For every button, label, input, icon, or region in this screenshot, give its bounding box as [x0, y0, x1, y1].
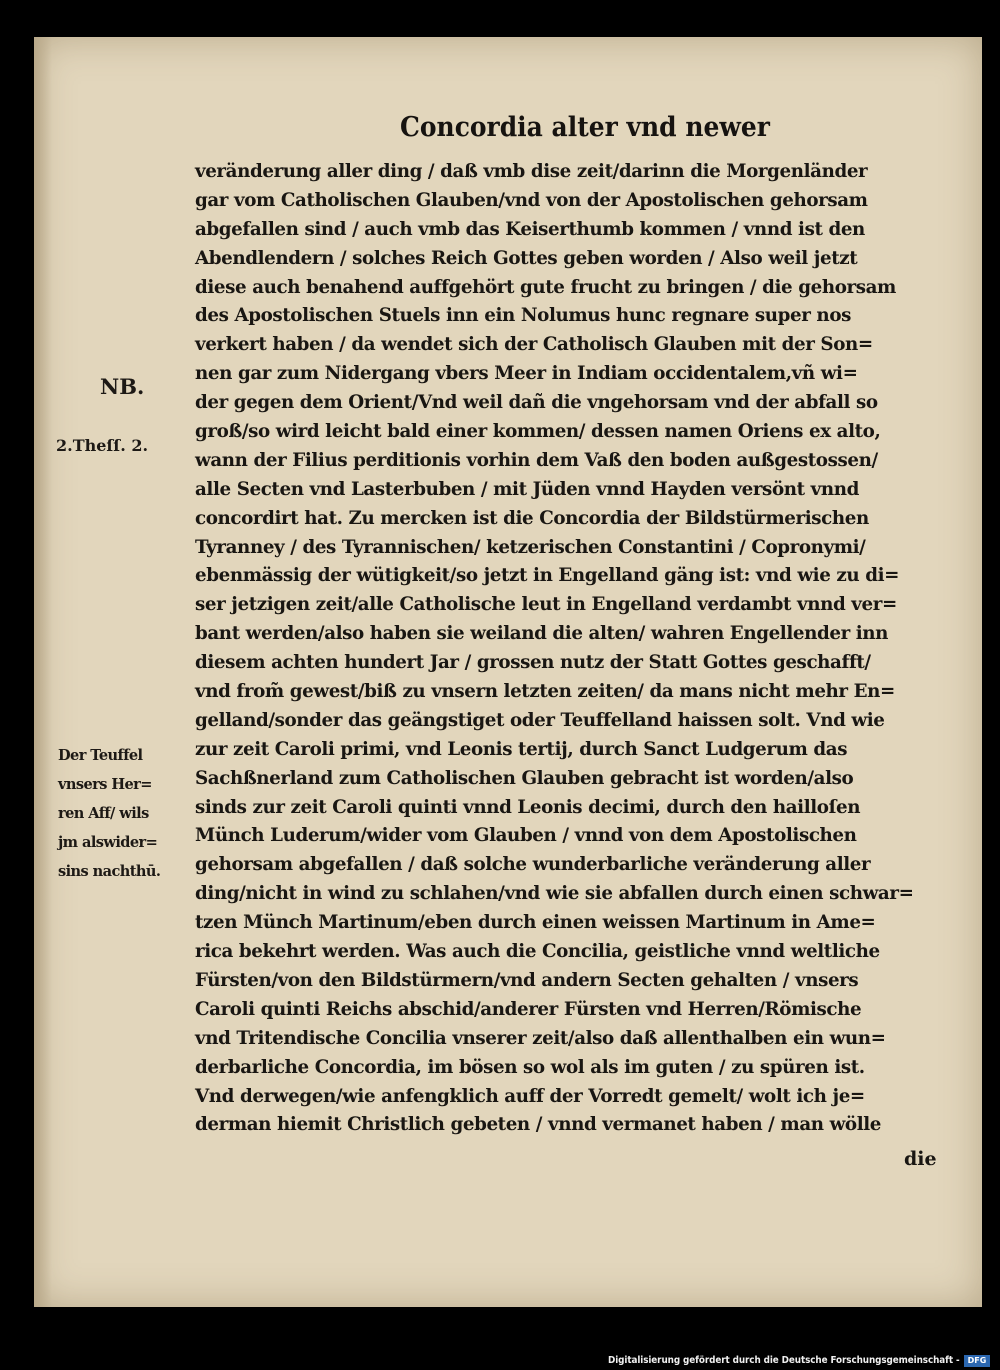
- text-line: Vnd derwegen/wie anfengklich auff der Vorredt gemelt/ wolt ich je=: [195, 1085, 865, 1107]
- text-line: verkert haben / da wendet sich der Catholisch Glauben mit der Son=: [195, 334, 873, 356]
- text-line: nen gar zum Nidergang vbers Meer in Indiam occidentalem,vñ wi=: [195, 363, 858, 385]
- text-line: zur zeit Caroli primi, vnd Leonis tertij, durch Sanct Ludgerum das: [195, 738, 848, 760]
- text-line: gar vom Catholischen Glauben/vnd von der Apostolischen gehorsam: [195, 189, 868, 211]
- text-line: ser jetzigen zeit/alle Catholische leut in Engelland verdambt vnnd ver=: [195, 594, 897, 616]
- text-line: alle Secten vnd Lasterbuben / mit Jüden vnnd Hayden versönt vnnd: [195, 478, 859, 500]
- text-line: Abendlendern / solches Reich Gottes geben worden / Also weil jetzt: [195, 247, 858, 269]
- text-line: der gegen dem Orient/Vnd weil dañ die vngehorsam vnd der abfall so: [195, 392, 878, 414]
- text-line: rica bekehrt werden. Was auch die Concilia, geistliche vnnd weltliche: [195, 941, 880, 963]
- funding-credit: Digitalisierung gefördert durch die Deutsche Forschungsgemeinschaft -: [608, 1355, 960, 1366]
- text-line: vnd from̃ gewest/biß zu vnsern letzten zeiten/ da mans nicht mehr En=: [195, 681, 895, 703]
- text-line: gehorsam abgefallen / daß solche wunderbarliche veränderung aller: [195, 854, 871, 876]
- catchword: die: [904, 1148, 937, 1170]
- margin-note-nb: NB.: [100, 374, 145, 399]
- margin-note-line: ren Aff/ wils: [58, 803, 149, 822]
- dfg-logo: DFG: [964, 1355, 990, 1367]
- text-line: Caroli quinti Reichs abschid/anderer Fürsten vnd Herren/Römische: [195, 998, 862, 1020]
- margin-note-line: vnsers Her=: [58, 774, 152, 793]
- body-text: [195, 158, 945, 1140]
- text-line: wann der Filius perditionis vorhin dem Vaß den boden außgestossen/: [195, 449, 878, 471]
- text-line: abgefallen sind / auch vmb das Keiserthumb kommen / vnnd ist den: [195, 218, 865, 240]
- margin-note-line: Der Teuffel: [58, 746, 143, 764]
- margin-note-line: jm alswider=: [58, 832, 158, 851]
- text-line: diese auch benahend auffgehört gute frucht zu bringen / die gehorsam: [195, 276, 896, 298]
- text-line: concordirt hat. Zu mercken ist die Concordia der Bildstürmerischen: [195, 507, 869, 529]
- margin-note-line: sins nachthū.: [58, 861, 161, 880]
- text-line: Münch Luderum/wider vom Glauben / vnnd von dem Apostolischen: [195, 825, 857, 847]
- text-line: bant werden/also haben sie weiland die alten/ wahren Engellender inn: [195, 623, 889, 645]
- text-line: des Apostolischen Stuels inn ein Nolumus hunc regnare super nos: [195, 305, 851, 327]
- margin-note-teuffel: [58, 741, 190, 885]
- text-line: ding/nicht in wind zu schlahen/vnd wie sie abfallen durch einen schwar=: [195, 883, 914, 905]
- text-line: sinds zur zeit Caroli quinti vnnd Leonis decimi, durch den hailloſen: [195, 796, 861, 818]
- text-line: derbarliche Concordia, im bösen so wol als im guten / zu spüren ist.: [195, 1056, 865, 1078]
- text-line: diesem achten hundert Jar / grossen nutz der Statt Gottes geschafft/: [195, 652, 871, 674]
- page-gutter-shadow: [34, 37, 52, 1307]
- running-head: Concordia alter vnd newer: [400, 112, 770, 143]
- margin-note-thessalonians: 2.Theſſ. 2.: [56, 436, 149, 455]
- text-line: Sachßnerland zum Catholischen Glauben gebracht ist worden/also: [195, 767, 854, 789]
- text-line: Tyranney / des Tyrannischen/ ketzerischen Constantini / Copronymi/: [195, 536, 866, 558]
- text-line: Fürsten/von den Bildstürmern/vnd andern Secten gehalten / vnsers: [195, 969, 859, 991]
- text-line: ebenmässig der wütigkeit/so jetzt in Engelland gäng ist: vnd wie zu di=: [195, 565, 900, 587]
- text-line: vnd Tritendische Concilia vnserer zeit/also daß allenthalben ein wun=: [195, 1027, 886, 1049]
- text-line: derman hiemit Christlich gebeten / vnnd vermanet haben / man wölle: [195, 1114, 882, 1136]
- text-line: groß/so wird leicht bald einer kommen/ dessen namen Oriens ex alto,: [195, 421, 881, 443]
- text-line: tzen Münch Martinum/eben durch einen weissen Martinum in Ame=: [195, 912, 876, 934]
- text-line: veränderung aller ding / daß vmb dise zeit/darinn die Morgenländer: [195, 161, 868, 182]
- text-line: gelland/sonder das geängstiget oder Teuffelland haissen solt. Vnd wie: [195, 709, 885, 731]
